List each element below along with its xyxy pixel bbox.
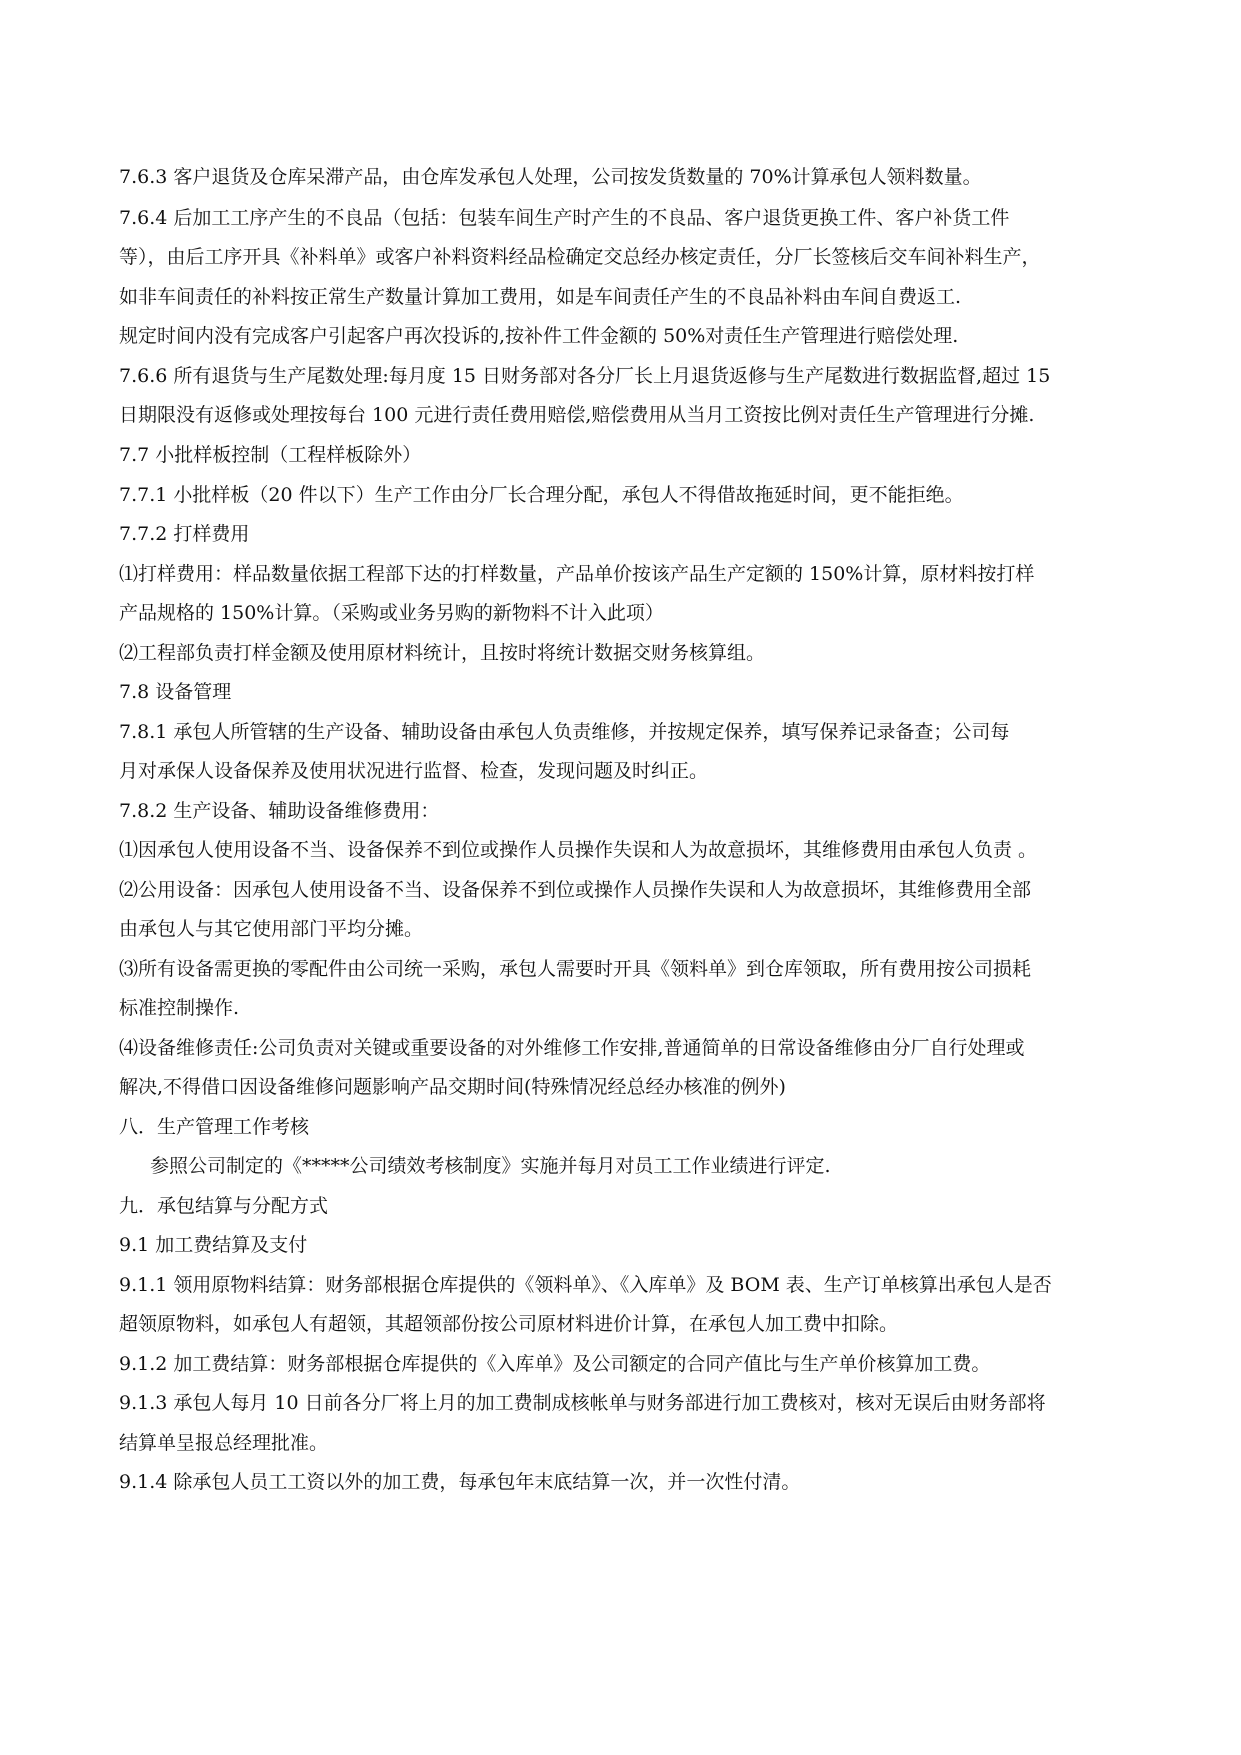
text-line: ⑶所有设备需更换的零配件由公司统一采购，承包人需要时开具《领料单》到仓库领取，所有费用按公司损耗: [119, 958, 1032, 980]
text-line: 规定时间内没有完成客户引起客户再次投诉的,按补件工件金额的 50%对责任生产管理进行赔偿处理.: [119, 325, 959, 347]
text-line: 结算单呈报总经理批准。: [119, 1432, 329, 1454]
text-line-9-1-2: 9.1.2 加工费结算：财务部根据仓库提供的《入库单》及公司额定的合同产值比与生产单价核算加工费。: [119, 1353, 991, 1375]
section-heading-9: 九．承包结算与分配方式: [119, 1195, 329, 1217]
section-heading-7-8-2: 7.8.2 生产设备、辅助设备维修费用：: [119, 800, 440, 822]
text-line: ⑷设备维修责任:公司负责对关键或重要设备的对外维修工作安排,普通简单的日常设备维修由分厂自行处理或: [119, 1037, 1025, 1059]
text-line: 日期限没有返修或处理按每台 100 元进行责任费用赔偿,赔偿费用从当月工资按比例对责任生产管理进行分摊.: [119, 404, 1035, 426]
text-line-7-6-3: 7.6.3 客户退货及仓库呆滞产品，由仓库发承包人处理，公司按发货数量的 70%计算承包人领料数量。: [119, 166, 982, 188]
text-line-9-1-3: 9.1.3 承包人每月 10 日前各分厂将上月的加工费制成核帐单与财务部进行加工费核对，核对无误后由财务部将: [119, 1392, 1046, 1414]
text-line-9-1-4: 9.1.4 除承包人员工工资以外的加工费，每承包年末底结算一次，并一次性付清。: [119, 1471, 801, 1493]
text-line-7-6-6: 7.6.6 所有退货与生产尾数处理:每月度 15 日财务部对各分厂长上月退货返修与生产尾数进行数据监督,超过 15: [119, 365, 1051, 387]
text-line: 参照公司制定的《*****公司绩效考核制度》实施并每月对员工工作业绩进行评定.: [150, 1155, 831, 1177]
text-line-7-6-4: 7.6.4 后加工工序产生的不良品（包括：包装车间生产时产生的不良品、客户退货更换工件、客户补货工件: [119, 207, 1010, 229]
text-line: 如非车间责任的补料按正常生产数量计算加工费用，如是车间责任产生的不良品补料由车间自费返工.: [119, 286, 962, 308]
section-heading-9-1: 9.1 加工费结算及支付: [119, 1234, 308, 1256]
text-line: 标准控制操作.: [119, 997, 240, 1019]
text-line: 超领原物料，如承包人有超领，其超领部份按公司原材料进价计算，在承包人加工费中扣除。: [119, 1313, 899, 1335]
text-line: ⑴因承包人使用设备不当、设备保养不到位或操作人员操作失误和人为故意损坏，其维修费用由承包人负责 。: [119, 839, 1038, 861]
section-heading-8: 八．生产管理工作考核: [119, 1116, 310, 1138]
text-line: ⑵工程部负责打样金额及使用原材料统计，且按时将统计数据交财务核算组。: [119, 642, 766, 664]
section-heading-7-7: 7.7 小批样板控制（工程样板除外）: [119, 444, 422, 466]
text-line: 月对承保人设备保养及使用状况进行监督、检查，发现问题及时纠正。: [119, 760, 709, 782]
text-line: ⑵公用设备：因承包人使用设备不当、设备保养不到位或操作人员操作失误和人为故意损坏，其维修费用全部: [119, 879, 1032, 901]
text-line: 产品规格的 150%计算。（采购或业务另购的新物料不计入此项）: [119, 602, 664, 624]
text-line: 解决,不得借口因设备维修问题影响产品交期时间(特殊情况经总经办核准的例外): [119, 1076, 786, 1098]
text-line: 等），由后工序开具《补料单》或客户补料资料经品检确定交总经办核定责任，分厂长签核后交车间补料生产，: [119, 246, 1041, 268]
text-line: ⑴打样费用：样品数量依据工程部下达的打样数量，产品单价按该产品生产定额的 150%计算，原材料按打样: [119, 563, 1035, 585]
section-heading-7-8: 7.8 设备管理: [119, 681, 232, 703]
text-line-9-1-1: 9.1.1 领用原物料结算：财务部根据仓库提供的《领料单》、《入库单》及 BOM 表、生产订单核算出承包人是否: [119, 1274, 1052, 1296]
section-heading-7-7-2: 7.7.2 打样费用: [119, 523, 250, 545]
text-line-7-7-1: 7.7.1 小批样板（20 件以下）生产工作由分厂长合理分配，承包人不得借故拖延时间，更不能拒绝。: [119, 484, 964, 506]
text-line-7-8-1: 7.8.1 承包人所管辖的生产设备、辅助设备由承包人负责维修，并按规定保养，填写保养记录备查；公司每: [119, 721, 1010, 743]
text-line: 由承包人与其它使用部门平均分摊。: [119, 918, 424, 940]
